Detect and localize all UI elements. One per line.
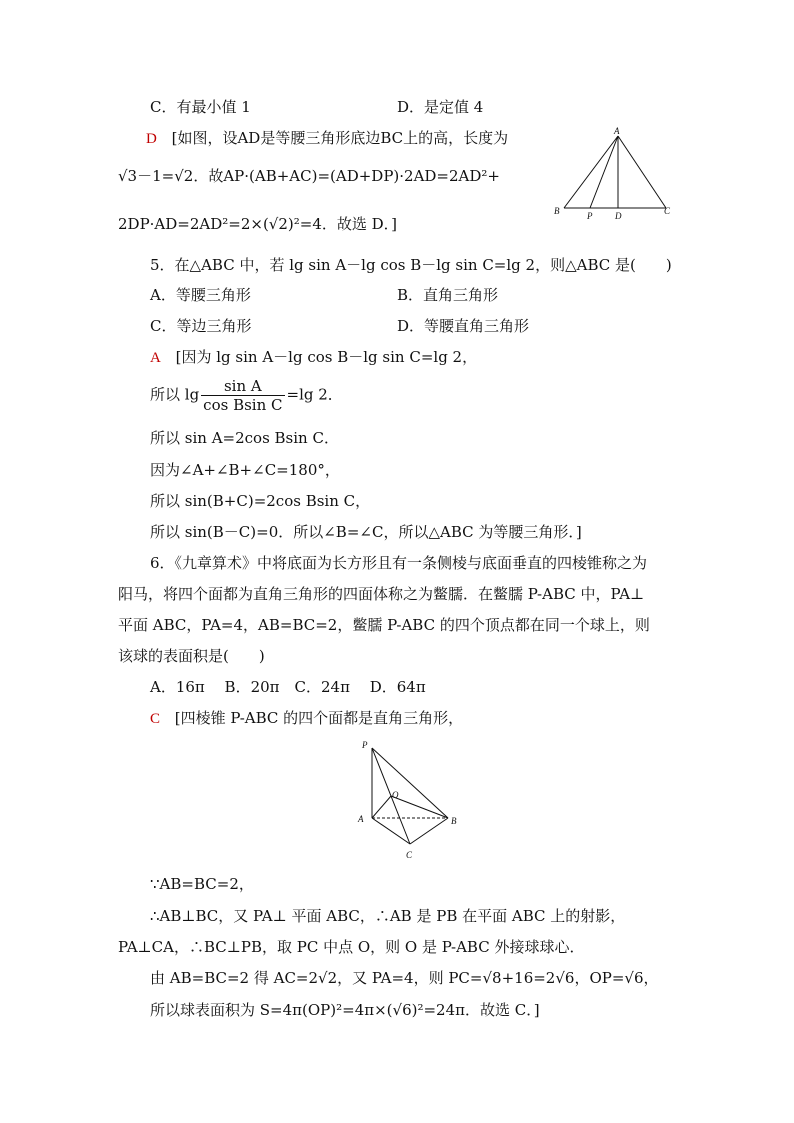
q6-solution-text: [四棱锥 P-ABC 的四个面都是直角三角形，	[174, 709, 464, 727]
q5-fraction-denominator: cos Bsin C	[203, 396, 283, 414]
q5-solution-line1	[150, 347, 477, 368]
q6-solution-line3: ∴AB⊥BC，又 PA⊥ 平面 ABC，∴AB 是 PB 在平面 ABC 上的射影，	[150, 907, 626, 925]
fig2-label-o: O	[392, 790, 399, 800]
fig2-segment-ob	[391, 796, 448, 818]
q5-option-b: B．直角三角形	[397, 286, 499, 304]
q5-fraction	[201, 377, 284, 414]
q5-answer: A	[150, 350, 161, 366]
tetrahedron-figure	[352, 736, 472, 866]
fig1-label-b: B	[554, 206, 560, 216]
q5-option-d: D．等腰直角三角形	[397, 317, 530, 335]
q5-fraction-numerator: sin A	[201, 377, 284, 396]
q5-option-c: C．等边三角形	[150, 317, 252, 335]
q5-solution-line2	[150, 377, 343, 414]
q6-solution-line4: PA⊥CA，∴BC⊥PB，取 PC 中点 O，则 O 是 P-ABC 外接球球心．	[118, 938, 585, 956]
q6-stem-line4: 该球的表面积是( )	[118, 647, 265, 665]
q6-solution-line5: 由 AB=BC=2 得 AC=2√2，又 PA=4，则 PC=√8+16=2√6，OP=√6，	[150, 969, 659, 987]
q4-solution-text: [如图，设AD是等腰三角形底边BC上的高，长度为	[171, 129, 509, 147]
q6-solution-line1	[150, 708, 463, 729]
q5-lg-suffix: =lg 2．	[286, 385, 343, 404]
q5-solution-line3: 所以 sin A=2cos Bsin C．	[150, 429, 339, 447]
q5-option-a: A．等腰三角形	[150, 286, 251, 304]
q4-option-d: D．是定值 4	[397, 98, 484, 116]
q6-answer: C	[150, 711, 161, 727]
q5-stem: 5．在△ABC 中，若 lg sin A－lg cos B－lg sin C=lg 2，则△ABC 是( )	[150, 256, 672, 274]
fig1-label-d: D	[615, 211, 622, 221]
fig1-label-p: P	[587, 211, 593, 221]
q6-stem-line3: 平面 ABC，PA=4，AB=BC=2，鳖臑 P-ABC 的四个顶点都在同一个球上，则	[118, 616, 650, 634]
q4-answer: D	[146, 131, 157, 147]
q6-stem-line2: 阳马，将四个面都为直角三角形的四面体称之为鳖臑．在鳖臑 P-ABC 中，PA⊥	[118, 585, 645, 603]
q4-solution-line2: √3－1=√2．故AP·(AB+AC)=(AD+DP)·2AD=2AD²+	[118, 167, 500, 185]
fig2-edge-ac	[372, 818, 410, 844]
fig2-segment-ao	[372, 796, 391, 818]
q6-stem-line1: 6．《九章算术》中将底面为长方形且有一条侧棱与底面垂直的四棱锥称之为	[150, 554, 648, 572]
fig1-label-c: C	[664, 206, 671, 216]
fig2-label-b: B	[451, 816, 457, 826]
fig1-edge-ac	[618, 136, 666, 208]
fig1-label-a: A	[614, 126, 620, 136]
q5-solution-line5: 所以 sin(B+C)=2cos Bsin C，	[150, 492, 371, 510]
q5-solution-line6: 所以 sin(B－C)=0．所以∠B=∠C，所以△ABC 为等腰三角形．]	[150, 523, 582, 541]
fig2-edge-pb	[372, 748, 448, 818]
fig1-segment-ap	[590, 136, 618, 208]
q4-solution-line1	[146, 128, 508, 149]
q6-solution-line6: 所以球表面积为 S=4π(OP)²=4π×(√6)²=24π．故选 C．]	[150, 1001, 540, 1019]
fig2-edge-cb	[410, 818, 448, 844]
fig2-label-c: C	[406, 850, 413, 860]
q4-solution-line3: 2DP·AD=2AD²=2×(√2)²=4．故选 D．]	[118, 215, 398, 233]
q5-lg-prefix: 所以 lg	[150, 385, 200, 404]
fig1-edge-ab	[564, 136, 618, 208]
fig2-label-p: P	[362, 740, 368, 750]
fig2-label-a: A	[358, 814, 364, 824]
q4-option-c: C．有最小值 1	[150, 98, 251, 116]
q6-solution-line2: ∵AB=BC=2，	[150, 875, 254, 893]
triangle-figure	[548, 124, 678, 224]
q6-options: A．16π B．20π C．24π D．64π	[150, 678, 426, 696]
q5-solution-text: [因为 lg sin A－lg cos B－lg sin C=lg 2，	[175, 348, 478, 366]
q5-solution-line4: 因为∠A+∠B+∠C=180°，	[150, 461, 340, 479]
